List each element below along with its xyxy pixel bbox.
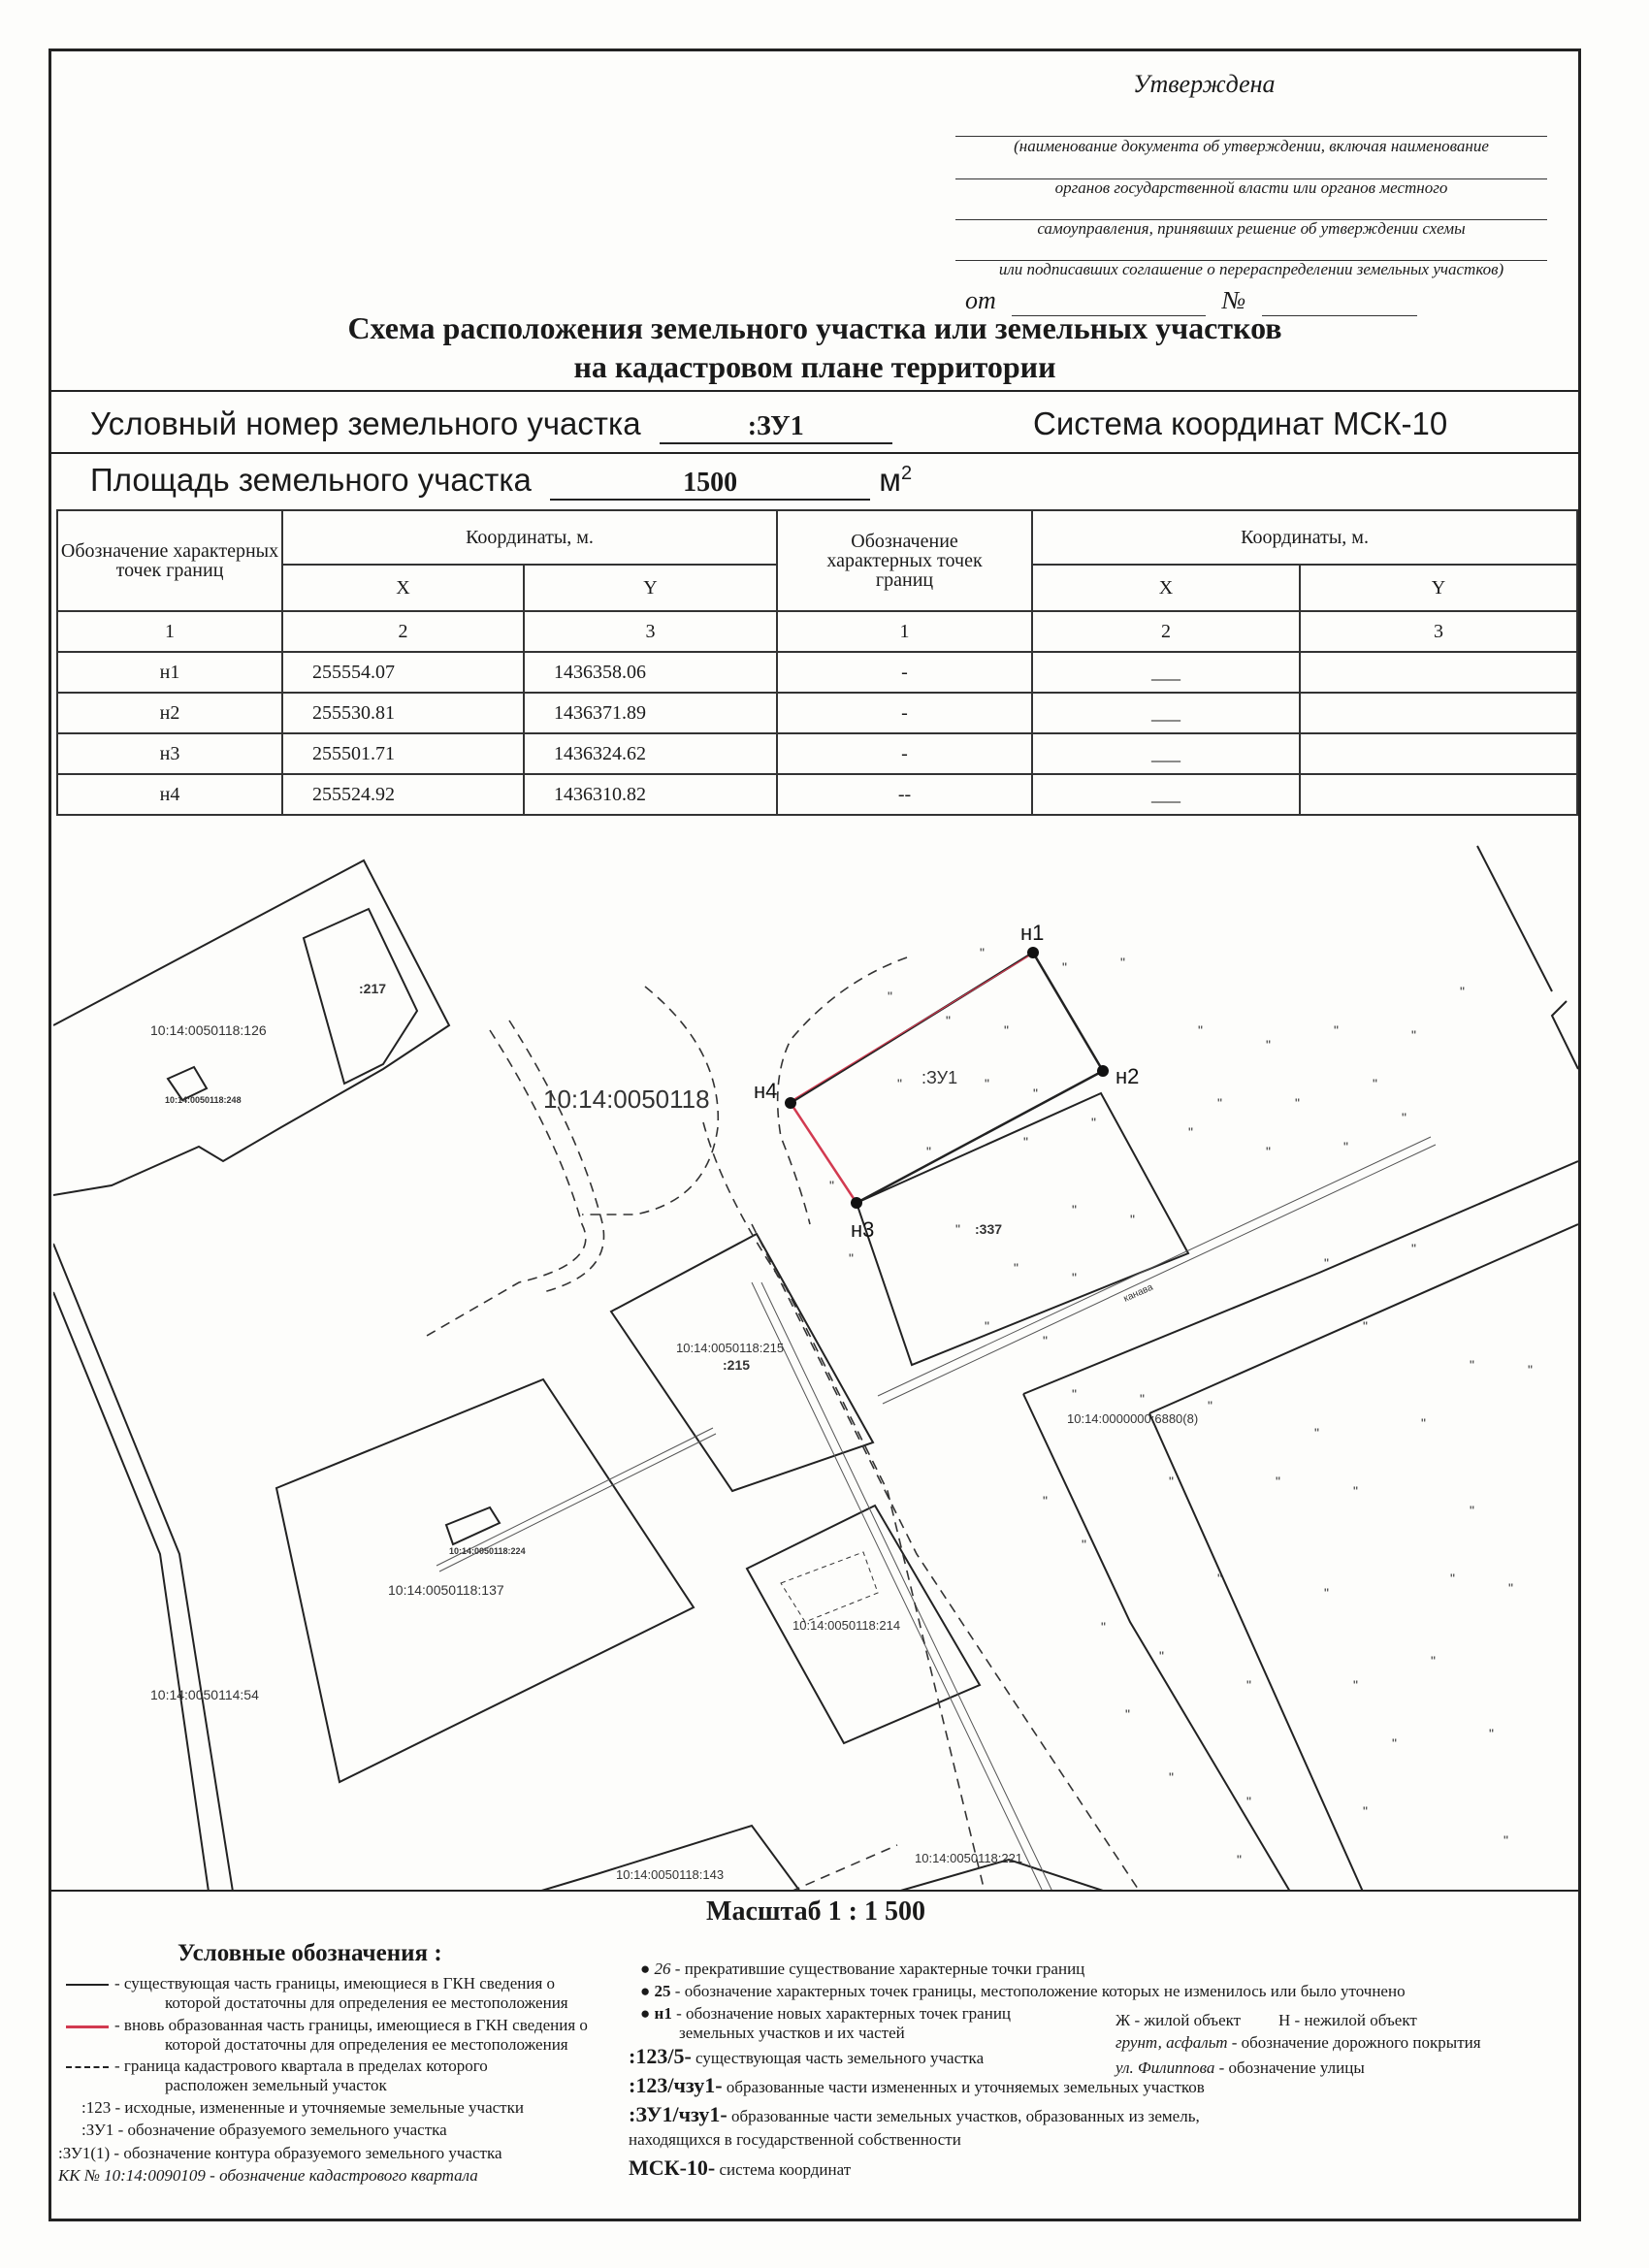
vegetation-mark: " bbox=[1373, 1076, 1377, 1091]
vegetation-mark: " bbox=[980, 945, 985, 960]
x-cell: 255524.92 bbox=[282, 774, 524, 815]
label-215: :215 bbox=[723, 1357, 751, 1373]
vegetation-mark: " bbox=[1363, 1318, 1368, 1334]
table-row bbox=[57, 733, 1577, 774]
vegetation-mark: " bbox=[1392, 1735, 1397, 1751]
point-cell-2: - bbox=[777, 693, 1032, 733]
vegetation-mark: " bbox=[1295, 1095, 1300, 1111]
vegetation-mark: " bbox=[985, 1076, 989, 1091]
vegetation-mark: " bbox=[1014, 1260, 1018, 1276]
x-cell-2: ___ bbox=[1032, 693, 1300, 733]
cadastral-map bbox=[53, 817, 1578, 1892]
legend-item-cont: которой достаточны для определения ее местоположения bbox=[165, 1993, 568, 2012]
vegetation-mark: " bbox=[888, 988, 892, 1004]
ditch-label: канава bbox=[1121, 1281, 1155, 1305]
y-cell-2 bbox=[1300, 693, 1577, 733]
parcel-number-row bbox=[90, 405, 892, 444]
road-line bbox=[752, 1282, 1052, 1892]
vegetation-mark: " bbox=[1314, 1425, 1319, 1441]
y-cell: 1436358.06 bbox=[524, 652, 777, 693]
ditch-line bbox=[878, 1137, 1436, 1404]
vegetation-mark: " bbox=[1033, 1085, 1038, 1101]
coord-system-label: Система координат МСК-10 bbox=[1033, 405, 1448, 441]
x-cell: 255501.71 bbox=[282, 733, 524, 774]
vegetation-mark: " bbox=[1217, 1571, 1222, 1586]
label-248: 10:14:0050118:248 bbox=[165, 1095, 242, 1105]
point-n2-marker bbox=[1097, 1065, 1109, 1077]
date-prefix: от bbox=[965, 286, 996, 314]
vegetation-mark: " bbox=[1276, 1474, 1280, 1489]
divider bbox=[50, 390, 1579, 392]
y-cell-2 bbox=[1300, 652, 1577, 693]
index-cell: 3 bbox=[1300, 611, 1577, 652]
legend-item-parcels: :123 - исходные, измененные и уточняемые земельные участки bbox=[81, 2098, 524, 2117]
vegetation-mark: " bbox=[1402, 1110, 1406, 1125]
vegetation-mark: " bbox=[1082, 1537, 1086, 1552]
vegetation-mark: " bbox=[1353, 1483, 1358, 1499]
vegetation-mark: " bbox=[1246, 1677, 1251, 1693]
vegetation-mark: " bbox=[1120, 955, 1125, 970]
x-cell: 255530.81 bbox=[282, 693, 524, 733]
index-cell: 2 bbox=[1032, 611, 1300, 652]
vegetation-mark: " bbox=[1528, 1362, 1533, 1377]
x-cell-2: ___ bbox=[1032, 774, 1300, 815]
parcel-area-row: Площадь земельного участка 1500 $м^2$ bbox=[90, 462, 912, 501]
vegetation-mark: " bbox=[1489, 1726, 1494, 1741]
vegetation-mark: " bbox=[1431, 1653, 1436, 1669]
vegetation-mark: " bbox=[1324, 1255, 1329, 1271]
legend-item-part-new-cont: находящихся в государственной собственности bbox=[629, 2130, 961, 2149]
zu1-new-boundary bbox=[791, 1103, 857, 1203]
existing-boundary-symbol bbox=[66, 1984, 109, 1986]
vegetation-mark: " bbox=[1169, 1769, 1174, 1785]
title-line-2: на кадастровом плане территории bbox=[573, 349, 1056, 384]
vegetation-mark: " bbox=[1353, 1677, 1358, 1693]
label-6880: 10:14:0000000:6880(8) bbox=[1067, 1411, 1199, 1426]
vegetation-mark: " bbox=[985, 1318, 989, 1334]
index-cell: 1 bbox=[57, 611, 282, 652]
quarter-boundary bbox=[752, 1224, 1140, 1892]
approval-caption: органов государственной власти или органов местного bbox=[1054, 178, 1448, 197]
vegetation-mark: " bbox=[1072, 1270, 1077, 1285]
legend-item-part-new: :ЗУ1/чзу1- образованные части земельных участков, образованных из земель, bbox=[629, 2102, 1200, 2126]
vegetation-mark: " bbox=[1460, 984, 1465, 999]
vegetation-mark: " bbox=[1072, 1386, 1077, 1402]
vegetation-mark: " bbox=[1450, 1571, 1455, 1586]
vegetation-mark: " bbox=[1091, 1115, 1096, 1130]
legend-item-part-existing: :123/5- существующая часть земельного участка bbox=[629, 2044, 985, 2068]
point-cell-2: - bbox=[777, 733, 1032, 774]
label-217: :217 bbox=[359, 981, 387, 996]
number-prefix: № bbox=[1221, 286, 1246, 314]
y-cell: 1436324.62 bbox=[524, 733, 777, 774]
structure-outline bbox=[781, 1552, 878, 1622]
vegetation-mark: " bbox=[1130, 1212, 1135, 1227]
vegetation-mark: " bbox=[1237, 1852, 1242, 1867]
vegetation-mark: " bbox=[1334, 1022, 1339, 1038]
vegetation-mark: " bbox=[1246, 1794, 1251, 1809]
parcel-137-outline bbox=[276, 1379, 694, 1782]
vegetation-mark: " bbox=[1470, 1357, 1474, 1373]
header-point: Обозначение характерных точек границ bbox=[57, 510, 282, 611]
vegetation-mark: " bbox=[1470, 1503, 1474, 1518]
parcel-6880-outline bbox=[1023, 1161, 1578, 1892]
vegetation-mark: " bbox=[829, 1178, 834, 1193]
title-line-1: Схема расположения земельного участка или земельных участков bbox=[347, 310, 1282, 345]
road-edge bbox=[53, 1244, 233, 1892]
vegetation-mark: " bbox=[1324, 1585, 1329, 1601]
legend-item-street: ул. Филиппова - обозначение улицы bbox=[1116, 2058, 1365, 2077]
point-cell: н3 bbox=[57, 733, 282, 774]
vegetation-mark: " bbox=[1363, 1803, 1368, 1819]
legend-item-quarter-boundary: - граница кадастрового квартала в пределах которого bbox=[66, 2057, 488, 2076]
point-cell-2: - bbox=[777, 652, 1032, 693]
vegetation-mark: " bbox=[1411, 1027, 1416, 1043]
legend-item-quarter: КК № 10:14:0090109 - обозначение кадастрового квартала bbox=[58, 2166, 478, 2185]
y-cell-2 bbox=[1300, 733, 1577, 774]
header-x-2: X bbox=[1032, 565, 1300, 611]
parcel-area-value: 1500 bbox=[550, 468, 870, 501]
approval-caption: (наименование документа об утверждении, включая наименование bbox=[1014, 137, 1489, 155]
legend-item-road: грунт, асфальт - обозначение дорожного покрытия bbox=[1116, 2033, 1481, 2052]
label-221: 10:14:0050118:221 bbox=[915, 1851, 1023, 1865]
point-n1-marker bbox=[1027, 947, 1039, 958]
table-row bbox=[57, 774, 1577, 815]
label-214: 10:14:0050118:214 bbox=[792, 1618, 901, 1633]
parcel-area-label: Площадь земельного участка bbox=[90, 462, 532, 498]
y-cell: 1436310.82 bbox=[524, 774, 777, 815]
point-n3-marker bbox=[851, 1197, 862, 1209]
coordinates-table bbox=[56, 509, 1578, 816]
vegetation-mark: " bbox=[849, 1250, 854, 1266]
index-cell: 3 bbox=[524, 611, 777, 652]
legend-item-residential: Ж - жилой объект bbox=[1116, 2011, 1242, 2029]
point-cell-2: -- bbox=[777, 774, 1032, 815]
point-cell: н2 bbox=[57, 693, 282, 733]
index-cell: 2 bbox=[282, 611, 524, 652]
label-143: 10:14:0050118:143 bbox=[616, 1867, 725, 1882]
vegetation-mark: " bbox=[1198, 1022, 1203, 1038]
y-cell-2 bbox=[1300, 774, 1577, 815]
x-cell: 255554.07 bbox=[282, 652, 524, 693]
quarter-boundary bbox=[509, 1021, 604, 1292]
vegetation-mark: " bbox=[1266, 1037, 1271, 1053]
vegetation-mark: " bbox=[1169, 1474, 1174, 1489]
label-126: 10:14:0050118:126 bbox=[150, 1022, 267, 1038]
legend-item-zu1-contour: :ЗУ1(1) - обозначение контура образуемого земельного участка bbox=[58, 2144, 502, 2162]
quarter-boundary bbox=[703, 1122, 985, 1892]
vegetation-mark: " bbox=[955, 1221, 960, 1237]
vegetation-mark: " bbox=[946, 1013, 951, 1028]
legend-item-new-boundary: - вновь образованная часть границы, имеющиеся в ГКН сведения о bbox=[66, 2016, 588, 2035]
label-54: 10:14:0050114:54 bbox=[150, 1687, 259, 1702]
legend-item-n1-cont: земельных участков и их частей bbox=[679, 2024, 905, 2042]
divider bbox=[50, 452, 1579, 454]
quarter-boundary-symbol bbox=[66, 2066, 109, 2068]
quarter-boundary bbox=[427, 1030, 586, 1336]
legend-item-pt26: ● 26 - прекратившие существование характерные точки границ bbox=[640, 1960, 1085, 1978]
legend-item-zu1: :ЗУ1 - обозначение образуемого земельного участка bbox=[81, 2121, 447, 2139]
label-224: 10:14:0050118:224 bbox=[449, 1546, 526, 1556]
legend-item-part-changed: :123/чзу1- образованные части измененных и уточняемых земельных участков bbox=[629, 2073, 1205, 2097]
point-n4-label: н4 bbox=[754, 1079, 778, 1103]
table-row bbox=[57, 693, 1577, 733]
vegetation-mark: " bbox=[1159, 1648, 1164, 1664]
vegetation-mark: " bbox=[1508, 1580, 1513, 1596]
parcel-number-value: :ЗУ1 bbox=[660, 411, 892, 444]
approval-caption: самоуправления, принявших решение об утверждении схемы bbox=[1037, 219, 1466, 238]
header-y-2: Y bbox=[1300, 565, 1577, 611]
boundary-line bbox=[1552, 1001, 1578, 1069]
label-137: 10:14:0050118:137 bbox=[388, 1582, 504, 1598]
legend-item-cont: которой достаточны для определения ее местоположения bbox=[165, 2035, 568, 2054]
label-215-full: 10:14:0050118:215 bbox=[676, 1341, 785, 1355]
vegetation-mark: " bbox=[1188, 1124, 1193, 1140]
label-337: :337 bbox=[975, 1221, 1003, 1237]
zu1-new-boundary bbox=[792, 955, 1031, 1100]
point-n3-label: н3 bbox=[851, 1217, 875, 1242]
point-cell: н1 bbox=[57, 652, 282, 693]
table-row bbox=[57, 652, 1577, 693]
index-cell: 1 bbox=[777, 611, 1032, 652]
divider bbox=[50, 1890, 1579, 1892]
header-coords-2: Координаты, м. bbox=[1032, 510, 1577, 565]
point-n2-label: н2 bbox=[1116, 1064, 1140, 1088]
zu1-existing-boundary bbox=[857, 1071, 1103, 1203]
vegetation-mark: " bbox=[1266, 1144, 1271, 1159]
vegetation-mark: " bbox=[1343, 1139, 1348, 1154]
x-cell-2: ___ bbox=[1032, 652, 1300, 693]
approval-title: Утверждена bbox=[1133, 70, 1276, 98]
vegetation-mark: " bbox=[1421, 1415, 1426, 1431]
vegetation-mark: " bbox=[1125, 1706, 1130, 1722]
vegetation-mark: " bbox=[1411, 1241, 1416, 1256]
legend-item-nonresidential: Н - нежилой объект bbox=[1278, 2011, 1417, 2029]
legend-item-n1: ● н1 - обозначение новых характерных точек границ bbox=[640, 2004, 1012, 2023]
boundary-line bbox=[1477, 846, 1552, 991]
building-224-outline bbox=[446, 1507, 500, 1544]
header-y: Y bbox=[524, 565, 777, 611]
point-cell: н4 bbox=[57, 774, 282, 815]
quarter-label: 10:14:0050118 bbox=[543, 1085, 710, 1114]
legend-item-msk: МСК-10- система координат bbox=[629, 2155, 852, 2180]
vegetation-mark: " bbox=[1208, 1398, 1212, 1413]
point-n1-label: н1 bbox=[1020, 921, 1045, 945]
vegetation-mark: " bbox=[1217, 1095, 1222, 1111]
header-x: X bbox=[282, 565, 524, 611]
vegetation-mark: " bbox=[1504, 1832, 1508, 1848]
parcel-337-outline bbox=[857, 1093, 1188, 1365]
legend-title: Условные обозначения : bbox=[178, 1940, 442, 1966]
parcel-area-unit: м bbox=[879, 462, 901, 498]
vegetation-mark: " bbox=[897, 1076, 902, 1091]
vegetation-mark: " bbox=[1062, 959, 1067, 975]
new-boundary-symbol bbox=[66, 2025, 109, 2028]
map-scale: Масштаб 1 : 1 500 bbox=[706, 1896, 925, 1927]
quarter-boundary bbox=[791, 1845, 897, 1892]
parcel-number-label: Условный номер земельного участка bbox=[90, 405, 641, 441]
vegetation-mark: " bbox=[1101, 1619, 1106, 1635]
vegetation-mark: " bbox=[926, 1144, 931, 1159]
vegetation-mark: " bbox=[1072, 1202, 1077, 1217]
approval-caption: или подписавших соглашение о перераспределении земельных участков) bbox=[998, 260, 1504, 278]
page-title bbox=[68, 308, 1562, 386]
legend-item-existing-boundary: - существующая часть границы, имеющиеся в ГКН сведения о bbox=[66, 1974, 555, 1993]
x-cell-2: ___ bbox=[1032, 733, 1300, 774]
vegetation-mark: " bbox=[1004, 1022, 1009, 1038]
vegetation-mark: " bbox=[1043, 1333, 1048, 1348]
vegetation-mark: " bbox=[1140, 1391, 1145, 1407]
legend-item-cont: расположен земельный участок bbox=[165, 2076, 387, 2094]
legend-item-pt25: ● 25 - обозначение характерных точек границы, местоположение которых не изменилось или было уточнено bbox=[640, 1982, 1406, 2000]
header-coords: Координаты, м. bbox=[282, 510, 777, 565]
vegetation-mark: " bbox=[1023, 1134, 1028, 1150]
point-n4-marker bbox=[785, 1097, 796, 1109]
vegetation-mark: " bbox=[1043, 1493, 1048, 1508]
y-cell: 1436371.89 bbox=[524, 693, 777, 733]
zu1-label: :ЗУ1 bbox=[922, 1068, 958, 1087]
header-point-2: Обозначение характерных точек границ bbox=[777, 510, 1032, 611]
